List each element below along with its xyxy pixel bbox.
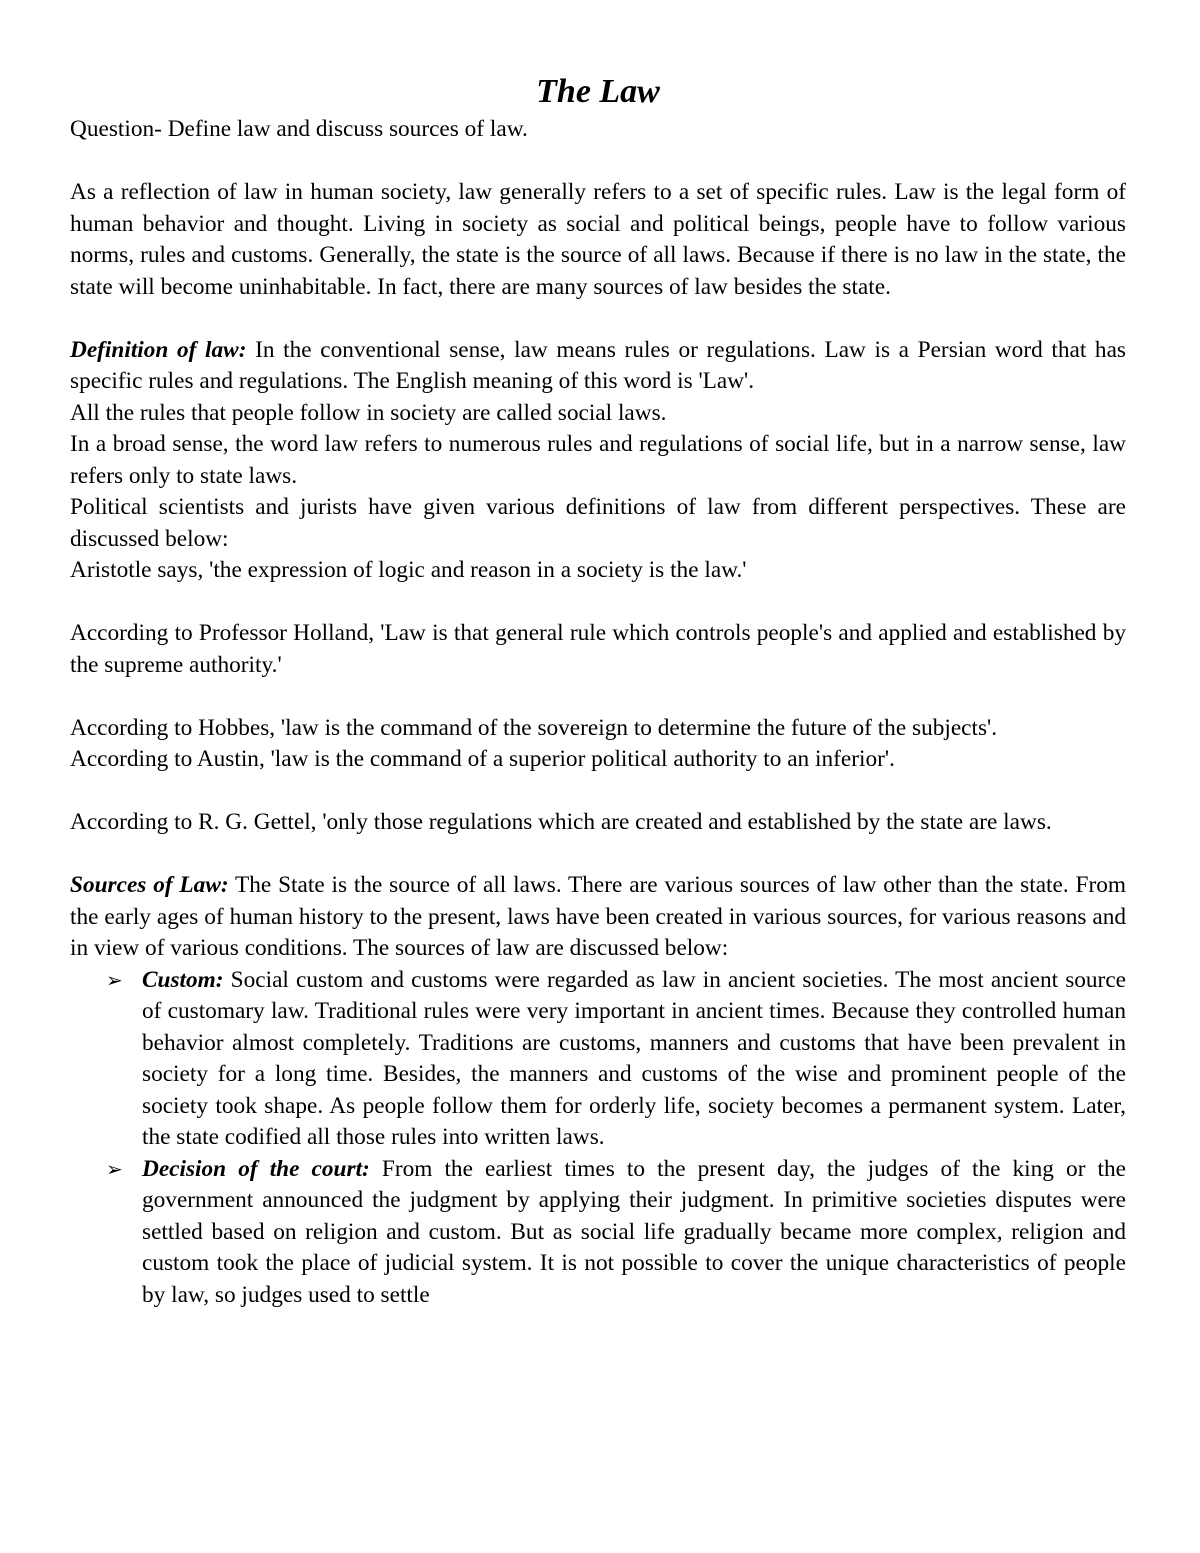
spacer xyxy=(70,776,1126,808)
spacer xyxy=(70,587,1126,619)
source-text: Social custom and customs were regarded as law in ancient societies. The most ancient source of customary law. Traditional rules were very important in ancient times. Because they controlled human behavior almost completely. Traditions are customs, manners and customs that have been prevalent in society for a long time. Besides, the manners and customs of the wise and prominent people of the society took shape. As people follow them for orderly life, society becomes a permanent system. Later, the state codified all those rules into written laws. xyxy=(142,966,1126,1150)
sources-list xyxy=(70,965,1126,1312)
aristotle-quote: Aristotle says, 'the expression of logic and reason in a society is the law.' xyxy=(70,557,747,583)
definition-label: Definition of law: xyxy=(70,336,247,363)
broad-narrow-paragraph: In a broad sense, the word law refers to numerous rules and regulations of social life, but in a narrow sense, law refers only to state laws. xyxy=(70,431,1126,489)
definition-text: In the conventional sense, law means rules or regulations. Law is a Persian word that has specific rules and regulations. The English meaning of this word is 'Law'. xyxy=(70,336,1126,394)
social-laws-line: All the rules that people follow in society are called social laws. xyxy=(70,399,667,426)
holland-quote: According to Professor Holland, 'Law is that general rule which controls people's and applied and established by the supreme authority.' xyxy=(70,620,1126,678)
page-title: The Law xyxy=(536,73,660,110)
arrow-bullet-icon: ➢ xyxy=(106,1156,123,1181)
spacer xyxy=(70,681,1126,713)
spacer xyxy=(70,303,1126,335)
definition-paragraph xyxy=(70,335,1126,398)
spacer xyxy=(70,839,1126,871)
sources-text: The State is the source of all laws. There are various sources of law other than the state. From the early ages of human history to the present, laws have been created in various sources, for various reasons and in view of various conditions. The sources of law are discussed below: xyxy=(70,872,1126,961)
intro-paragraph: As a reflection of law in human society, law generally refers to a set of specific rules. Law is the legal form of human behavior and thought. Living in society as social and political beings, people have to follow various norms, rules and customs. Generally, the state is the source of all laws. Because if there is no law in the state, the state will become uninhabitable. In fact, there are many sources of law besides the state. xyxy=(70,179,1126,300)
sources-label: Sources of Law: xyxy=(70,872,229,898)
hobbes-quote: According to Hobbes, 'law is the command of the sovereign to determine the future of the subjects'. xyxy=(70,714,998,741)
spacer xyxy=(70,146,1126,178)
source-label: Custom: xyxy=(142,966,224,993)
document-page xyxy=(70,70,1126,1311)
gettel-quote: According to R. G. Gettel, 'only those regulations which are created and established by the state are laws. xyxy=(70,809,1052,835)
source-label: Decision of the court: xyxy=(142,1155,370,1182)
list-item xyxy=(106,1154,1126,1312)
arrow-bullet-icon: ➢ xyxy=(106,967,123,992)
scientists-paragraph: Political scientists and jurists have given various definitions of law from different perspectives. These are discussed below: xyxy=(70,494,1126,552)
list-item xyxy=(106,965,1126,1154)
source-text: From the earliest times to the present day, the judges of the king or the government announced the judgment by applying their judgment. In primitive societies disputes were settled based on religion and custom. But as social life gradually became more complex, religion and custom took the place of judicial system. It is not possible to cover the unique characteristics of people by law, so judges used to settle xyxy=(142,1155,1126,1308)
sources-paragraph xyxy=(70,870,1126,965)
austin-quote: According to Austin, 'law is the command of a superior political authority to an inferior'. xyxy=(70,746,895,772)
question-text: Question- Define law and discuss sources of law. xyxy=(70,116,528,142)
